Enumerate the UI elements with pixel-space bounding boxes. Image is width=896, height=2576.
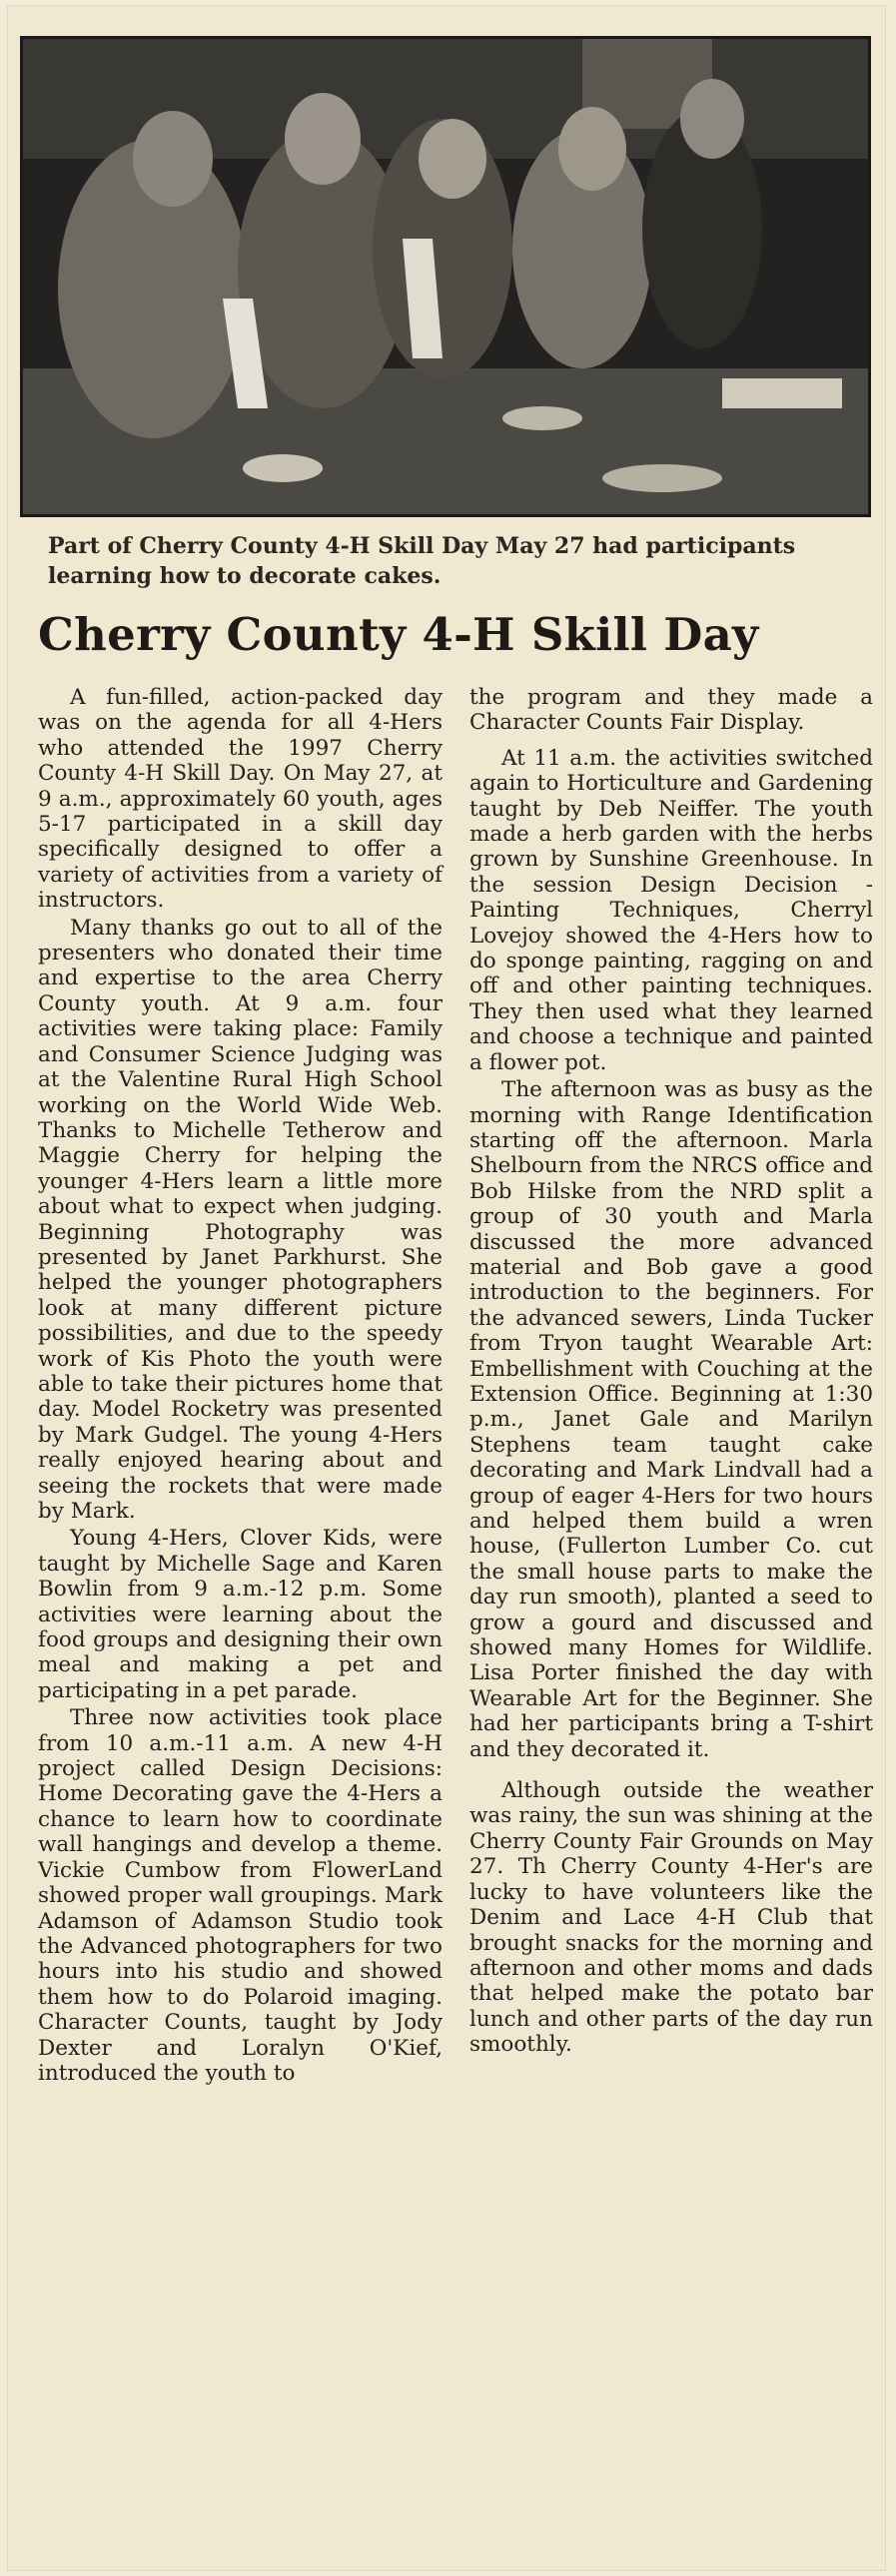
article-paragraph: Although outside the weather was rainy, the sun was shining at the Cherry County Fair Grounds on May 27. Th Cherry County 4-Her's are lucky to have volunteers like the Denim and Lace 4-H Club that brought snacks for the morning and afternoon and other moms and dads that helped make the potato bar lunch and other parts of the day run smoothly. [469,1778,873,2058]
photo-image [23,39,868,514]
photo-caption [48,531,867,591]
newspaper-clipping [8,6,885,2570]
article-paragraph: Many thanks go out to all of the presenters who donated their time and expertise to the area Cherry County youth. At 9 a.m. four activities were taking place: Family and Consumer Science Judging was at the Valentine Rural High School working on the World Wide Web. Thanks to Michelle Tetherow and Maggie Cherry for helping the younger 4-Hers learn a little more about what to expect when judging. Beginning Photography was presented by Janet Parkhurst. She helped the younger photographers look at many different picture possibilities, and due to the speedy work of Kis Photo the youth were able to take their pictures home that day. Model Rocketry was presented by Mark Gudgel. The young 4-Hers really enjoyed hearing about and seeing the rockets that were made by Mark. [38,915,443,1524]
article-left-column [38,685,443,2086]
article-paragraph: Three now activities took place from 10 a.m.-11 a.m. A new 4-H project called Design Decisions: Home Decorating gave the 4-Hers a chance to learn how to coordinate wall hangings and develop a theme. Vickie Cumbow from FlowerLand showed proper wall groupings. Mark Adamson of Adamson Studio took the Advanced photographers for two hours into his studio and showed them how to do Polaroid imaging. Character Counts, taught by Jody Dexter and Loralyn O'Kief, introduced the youth to [38,1705,443,2086]
article-headline: Cherry County 4-H Skill Day [38,608,759,661]
article-paragraph: Young 4-Hers, Clover Kids, were taught by Michelle Sage and Karen Bowlin from 9 a.m.-12 p.m. Some activities were learning about the food groups and designing their own meal and making a pet and participating in a pet parade. [38,1526,443,1703]
article-paragraph: the program and they made a Character Counts Fair Display. [469,685,873,736]
caption-line-1: Part of Cherry County 4-H Skill Day May 27 had participants [48,533,796,559]
article-right-column [469,685,873,2058]
cake-decorating-photo [20,36,871,517]
caption-line-2: learning how to decorate cakes. [48,563,442,589]
article-paragraph: The afternoon was as busy as the morning with Range Identification starting off the afternoon. Marla Shelbourn from the NRCS office and Bob Hilske from the NRD split a group of 30 youth and Marla discussed the more advanced material and Bob gave a good introduction to the beginners. For the advanced sewers, Linda Tucker from Tryon taught Wearable Art: Embellishment with Couching at the Extension Office. Beginning at 1:30 p.m., Janet Gale and Marilyn Stephens team taught cake decorating and Mark Lindvall had a group of eager 4-Hers for two hours and helped them build a wren house, (Fullerton Lumber Co. cut the small house parts to make the day run smooth), planted a seed to grow a gourd and discussed and showed many Homes for Wildlife. Lisa Porter finished the day with Wearable Art for the Beginner. She had her participants bring a T-shirt and they decorated it. [469,1077,873,1762]
article-paragraph: A fun-filled, action-packed day was on the agenda for all 4-Hers who attended the 1997 Cherry County 4-H Skill Day. On May 27, at 9 a.m., approximately 60 youth, ages 5-17 participated in a skill day specifically designed to offer a variety of activities from a variety of instructors. [38,685,443,914]
article-paragraph: At 11 a.m. the activities switched again to Horticulture and Gardening taught by Deb Neiffer. The youth made a herb garden with the herbs grown by Sunshine Greenhouse. In the session Design Decision - Painting Techniques, Cherryl Lovejoy showed the 4-Hers how to do sponge painting, ragging on and off and other painting techniques. They then used what they learned and choose a technique and painted a flower pot. [469,745,873,1075]
